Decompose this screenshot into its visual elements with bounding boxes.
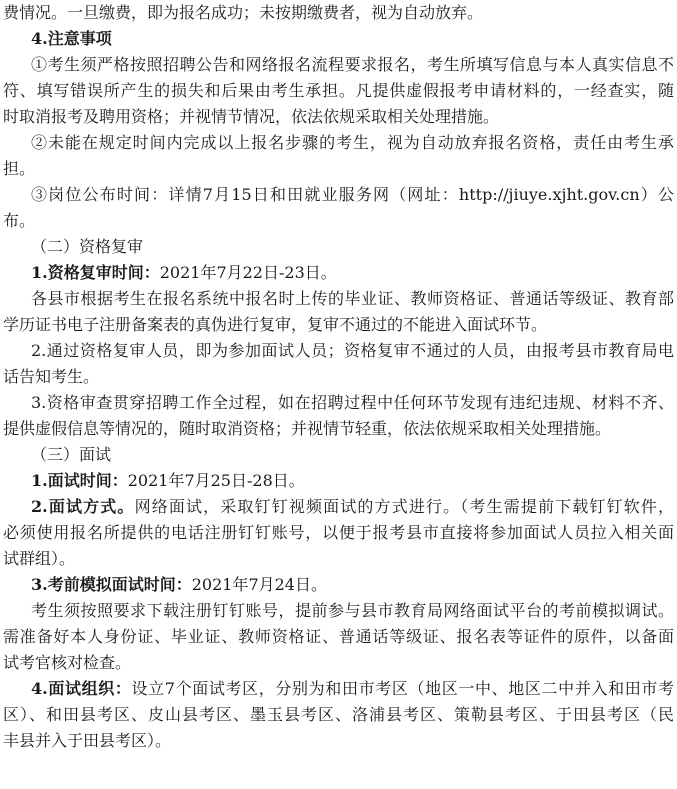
interview-time-label: 1.面试时间：	[31, 471, 128, 490]
text-line: 区）、和田县考区、皮山县考区、墨玉县考区、洛浦县考区、策勒县考区、于田县考区（民	[3, 705, 674, 724]
text-line: 丰县并入于田县考区）。	[3, 731, 172, 750]
mock-interview-value: 2021年7月24日。	[191, 575, 327, 594]
text-line: 需准备好本人身份证、毕业证、教师资格证、普通话等级证、报名表等证件的原件，以备面	[3, 627, 674, 646]
text-line: 时取消报考及聘用资格；并视情节情况，依法依规采取相关处理措施。	[3, 107, 500, 126]
section-heading-interview: （三）面试	[31, 445, 112, 464]
text-line: 试群组）。	[3, 549, 76, 568]
interview-organization-label: 4.面试组织：	[31, 679, 132, 698]
text-line: 提供虚假信息等情况的，随时取消资格；并视情节轻重，依法依规采取相关处理措施。	[3, 419, 612, 438]
text-line: 各县市根据考生在报名系统中报名时上传的毕业证、教师资格证、普通话等级证、教育部	[31, 289, 674, 308]
text-line-url: ③岗位公布时间：详情7月15日和田就业服务网（网址：http://jiuye.xjht.gov.cn）公	[31, 185, 674, 204]
text-line: 担。	[3, 159, 36, 178]
interview-organization-value: 设立7个面试考区，分别为和田市考区（地区一中、地区二中并入和田市考	[131, 679, 674, 698]
text-line: 必须使用报名所提供的电话注册钉钉账号，以便于报考县市直接将参加面试人员拉入相关面	[3, 523, 674, 542]
text-line: 费情况。一旦缴费，即为报名成功；未按期缴费者，视为自动放弃。	[3, 3, 484, 22]
review-time-label: 1.资格复审时间：	[31, 263, 160, 282]
text-line: 布。	[3, 211, 36, 230]
text-line: 学历证书电子注册备案表的真伪进行复审，复审不通过的不能进入面试环节。	[3, 315, 548, 334]
interview-time-value: 2021年7月25日-28日。	[127, 471, 305, 490]
interview-organization-line	[3, 676, 674, 702]
text-line: 3.资格审查贯穿招聘工作全过程，如在招聘过程中任何环节发现有违纪违规、材料不齐、	[31, 393, 674, 412]
section-heading-notes: 4.注意事项	[31, 29, 112, 48]
text-line: 考生须按照要求下载注册钉钉账号，提前参与县市教育局网络面试平台的考前模拟调试。	[31, 601, 674, 620]
mock-interview-line	[3, 572, 674, 598]
text-line: 2.通过资格复审人员，即为参加面试人员；资格复审不通过的人员，由报考县市教育局电	[31, 341, 674, 360]
mock-interview-label: 3.考前模拟面试时间：	[31, 575, 192, 594]
text-line: 试考官核对检查。	[3, 653, 132, 672]
review-time-line	[3, 260, 674, 286]
text-line: ②未能在规定时间内完成以上报名步骤的考生，视为自动放弃报名资格，责任由考生承	[31, 133, 674, 152]
interview-method-line	[3, 494, 674, 520]
text-line: ①考生须严格按照招聘公告和网络报名流程要求报名，考生所填写信息与本人真实信息不	[31, 55, 674, 74]
interview-method-label: 2.面试方式。	[31, 497, 135, 516]
review-time-value: 2021年7月22日-23日。	[159, 263, 337, 282]
interview-method-value: 网络面试，采取钉钉视频面试的方式进行。（考生需提前下载钉钉软件，	[134, 497, 674, 516]
section-heading-qualification-review: （二）资格复审	[31, 237, 144, 256]
text-line: 符、填写错误所产生的损失和后果由考生承担。凡提供虚假报考申请材料的，一经查实，随	[3, 81, 674, 100]
text-line: 话告知考生。	[3, 367, 100, 386]
interview-time-line	[3, 468, 674, 494]
